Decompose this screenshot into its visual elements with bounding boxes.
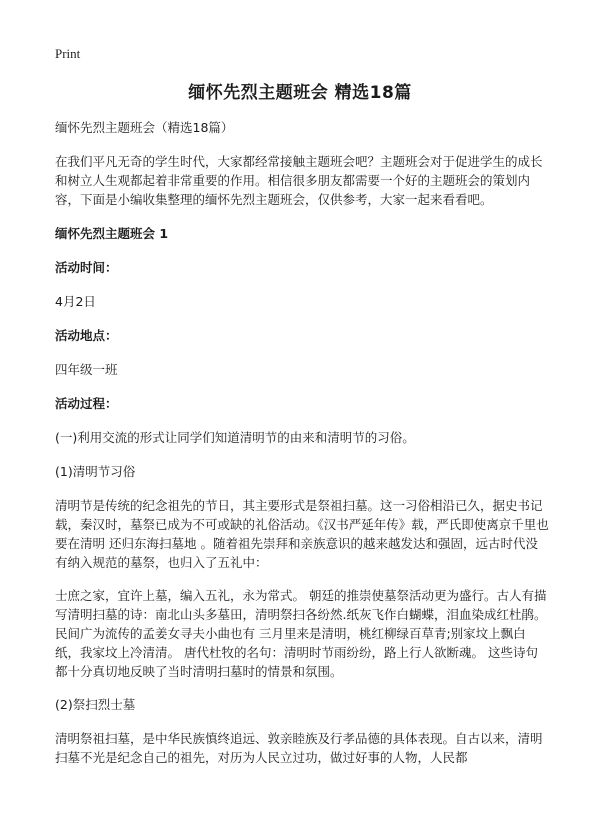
print-link[interactable]: Print — [55, 46, 81, 61]
section-title: 缅怀先烈主题班会 1 — [55, 226, 169, 241]
subsection-title-2: (2)祭扫烈士墓 — [55, 697, 136, 712]
document-subtitle: 缅怀先烈主题班会（精选18篇） — [55, 120, 234, 135]
paragraph-3: 清明祭祖扫墓，是中华民族慎终追远、敦亲睦族及行孝品德的具体表现。自古以来，清明扫墓不光是纪念自己的祖先，对历为人民立过功，做过好事的人物，人民都 — [55, 731, 543, 765]
document-title: 缅怀先烈主题班会 精选18篇 — [188, 83, 412, 103]
activity-time-label: 活动时间： — [55, 260, 118, 275]
paragraph-1: 清明节是传统的纪念祖先的节日，其主要形式是祭祖扫墓。这一习俗相沿已久，据史书记载，秦汉时，墓祭已成为不可或缺的礼俗活动。《汉书严延年传》载，严氏即使离京千里也要在清明 还归东海扫墓地 。随着祖先崇拜和亲族意识的越来越发达和强固，远古时代没有纳入规范的墓祭，也归入了五礼中： — [55, 498, 549, 570]
activity-place-value: 四年级一班 — [55, 362, 118, 377]
process-step-1: (一)利用交流的形式让同学们知道清明节的由来和清明节的习俗。 — [55, 430, 415, 445]
activity-place-label: 活动地点： — [55, 328, 118, 343]
activity-time-value: 4月2日 — [55, 294, 96, 309]
paragraph-2: 士庶之家，宜许上墓，编入五礼，永为常式。 朝廷的推崇使墓祭活动更为盛行。古人有描写清明扫墓的诗：南北山头多墓田，清明祭扫各纷然.纸灰飞作白蝴蝶，泪血染成红杜鹃。 民间广为流传的孟姜女寻夫小曲也有 三月里来是清明，桃红柳绿百草青;别家坟上飘白纸，我家坟上冷清清。 唐代杜牧的名句：清明时节雨纷纷，路上行人欲断魂。 这些诗句都十分真切地反映了当时清明扫墓时的情景和氛围。 — [55, 588, 547, 679]
document-body — [55, 118, 550, 781]
subsection-title-1: (1)清明节习俗 — [55, 464, 136, 479]
activity-process-label: 活动过程： — [55, 396, 118, 411]
intro-paragraph: 在我们平凡无奇的学生时代，大家都经常接触主题班会吧？主题班会对于促进学生的成长和树立人生观都起着非常重要的作用。相信很多朋友都需要一个好的主题班会的策划内容，下面是小编收集整理的缅怀先烈主题班会，仅供参考，大家一起来看看吧。 — [55, 154, 543, 207]
